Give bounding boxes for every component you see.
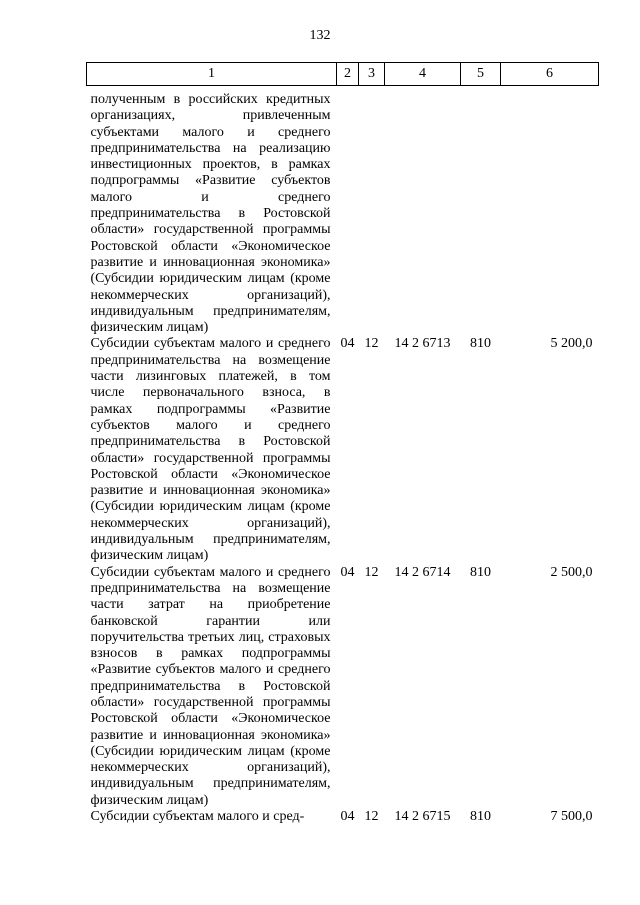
table-body <box>87 86 599 826</box>
row-section: 04 <box>340 336 355 352</box>
column-header-1: 1 <box>87 63 337 86</box>
table-row <box>87 565 599 809</box>
table-row <box>87 336 599 564</box>
row-amount: 2 500,0 <box>550 564 593 580</box>
row-expense-type: 810 <box>470 564 491 580</box>
row-section: 04 <box>340 564 355 580</box>
column-header-4: 4 <box>385 63 461 86</box>
row-expense-type <box>461 92 501 336</box>
row-description: Субсидии субъектам малого и среднего предпринимательства на возмещение части лизинговых платежей, в том числе первоначального взноса, в рамках подпрограммы «Развитие субъектов малого и среднего предпринимательства в Ростовской области» государственной программы Ростовской области «Экономическое развитие и инновационная экономика» (Субсидии юридическим лицам (кроме некоммерческих организаций), индивидуальным предпринимателям, физическим лицам) <box>90 336 331 564</box>
row-description: Субсидии субъектам малого и среднего предпринимательства на возмещение части затрат на приобретение банковской гарантии или поручительства третьих лиц, страховых взносов в рамках подпрограммы «Развитие субъектов малого и среднего предпринимательства в Ростовской области» государственной программы Ростовской области «Экономическое развитие и инновационная экономика» (Субсидии юридическим лицам (кроме некоммерческих организаций), индивидуальным предпринимателям, физическим лицам) <box>90 564 331 808</box>
row-expense-type: 810 <box>470 809 491 825</box>
row-subsection <box>359 92 385 336</box>
row-description: Субсидии субъектам малого и сред- <box>90 809 305 825</box>
row-amount: 5 200,0 <box>550 336 593 352</box>
column-header-5: 5 <box>461 63 501 86</box>
row-section <box>337 92 359 336</box>
table-row <box>87 809 599 825</box>
table-header-row <box>87 63 599 86</box>
budget-table <box>86 62 599 825</box>
row-target-article: 14 2 6713 <box>394 336 451 352</box>
row-subsection: 12 <box>364 336 379 352</box>
row-amount: 7 500,0 <box>550 809 593 825</box>
row-subsection: 12 <box>364 564 379 580</box>
row-description: полученным в российских кредитных организациях, привлеченным субъектами малого и среднего предпринимательства на реализацию инвестиционных проектов, в рамках подпрограммы «Развитие субъектов малого и среднего предпринимательства в Ростовской области» государственной программы Ростовской области «Экономическое развитие и инновационная экономика» (Субсидии юридическим лицам (кроме некоммерческих организаций), индивидуальным предпринимателям, физическим лицам) <box>90 92 331 336</box>
column-header-3: 3 <box>359 63 385 86</box>
row-section: 04 <box>340 809 355 825</box>
row-target-article: 14 2 6714 <box>394 564 451 580</box>
column-header-2: 2 <box>337 63 359 86</box>
page-number: 132 <box>309 28 331 43</box>
row-expense-type: 810 <box>470 336 491 352</box>
row-amount <box>501 92 599 336</box>
column-header-6: 6 <box>501 63 599 86</box>
table-header <box>87 63 599 86</box>
row-target-article: 14 2 6715 <box>394 809 451 825</box>
row-subsection: 12 <box>364 809 379 825</box>
table-row <box>87 92 599 336</box>
row-target-article <box>385 92 461 336</box>
